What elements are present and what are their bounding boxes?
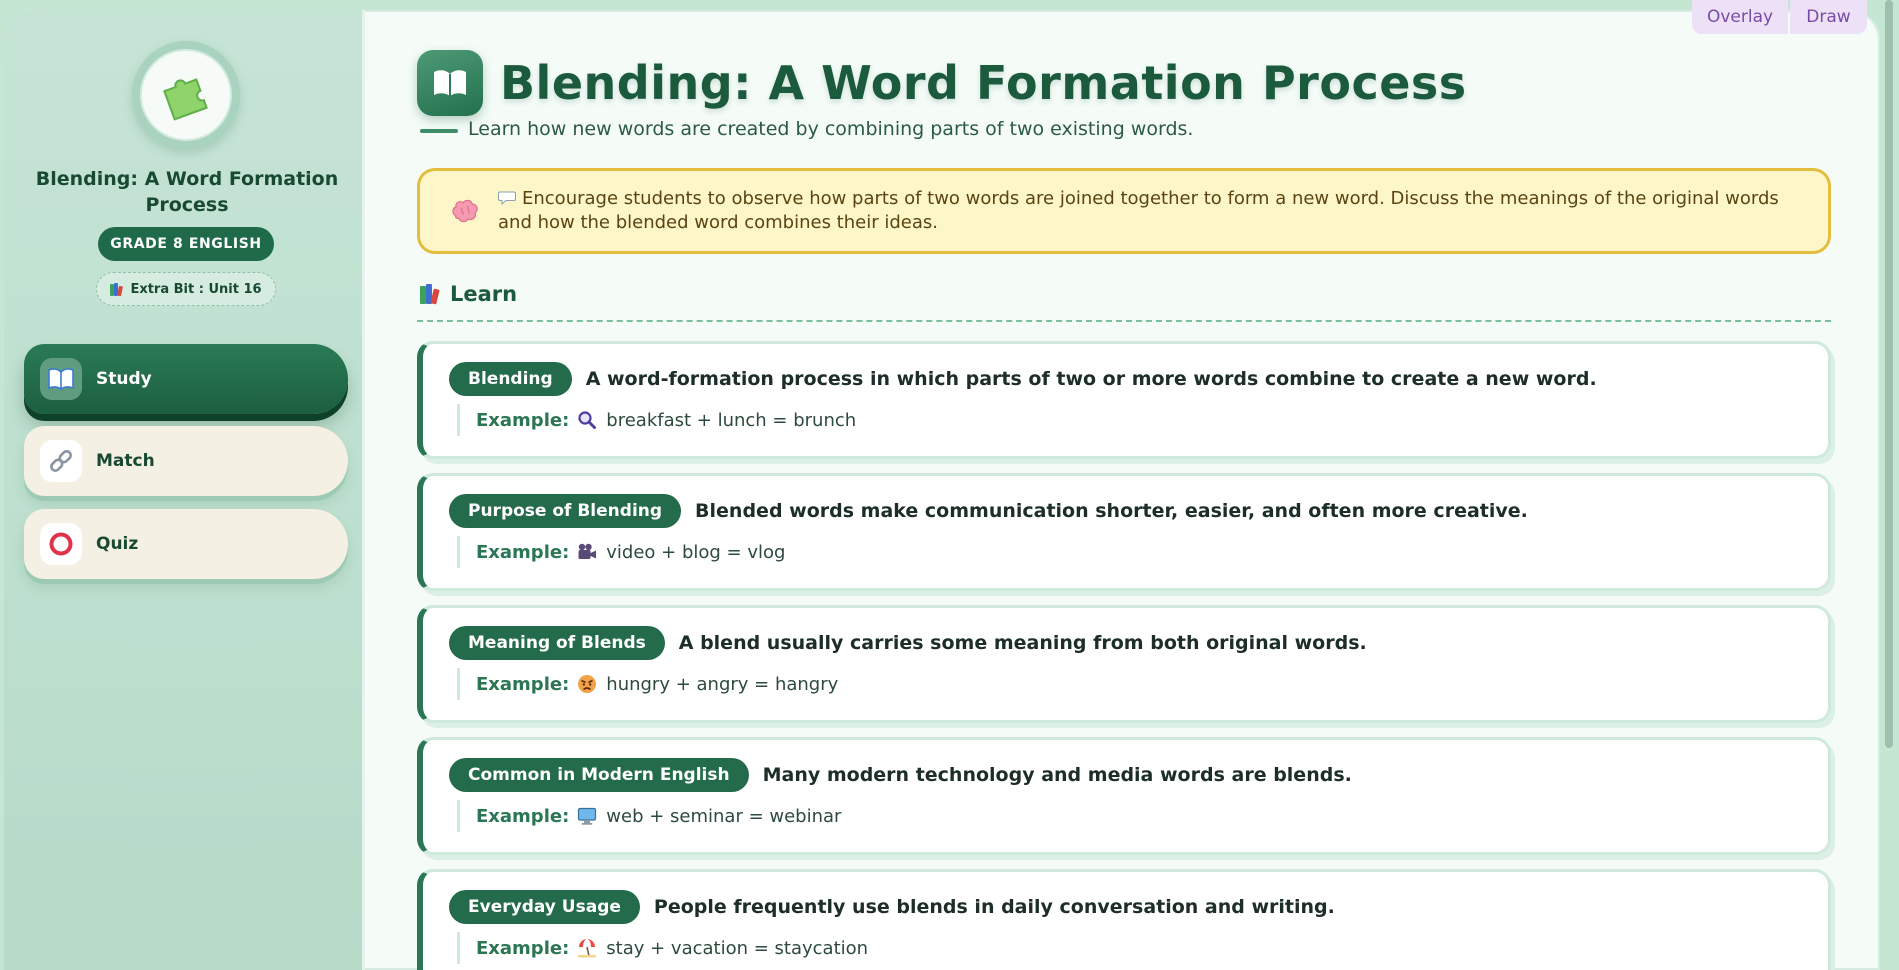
video-camera-icon — [577, 542, 597, 562]
angry-face-icon — [577, 674, 597, 694]
page-subtitle: Learn how new words are created by combining parts of two existing words. — [468, 118, 1194, 140]
section-header — [420, 282, 517, 306]
draw-button[interactable]: Draw — [1790, 0, 1867, 34]
section-divider — [417, 320, 1831, 322]
link-icon — [48, 448, 74, 474]
app-frame — [4, 10, 1880, 970]
example-text: hungry + angry = hangry — [606, 673, 839, 695]
books-icon — [110, 283, 124, 296]
term-badge: Meaning of Blends — [449, 626, 665, 660]
example-label: Example: — [476, 937, 570, 959]
puzzle-icon — [159, 68, 213, 122]
scrollbar-thumb[interactable] — [1885, 0, 1893, 748]
term-badge: Purpose of Blending — [449, 494, 681, 528]
nav-study-label: Study — [96, 369, 152, 389]
term-badge: Blending — [449, 362, 572, 396]
ring-icon — [48, 531, 74, 557]
nav-quiz[interactable] — [24, 509, 348, 579]
example-row — [457, 536, 785, 568]
unit-badge — [96, 272, 276, 306]
logo — [132, 41, 240, 149]
definition: People frequently use blends in daily conversation and writing. — [653, 896, 1335, 918]
books-icon — [420, 284, 442, 304]
section-title: Learn — [450, 282, 518, 306]
example-row — [457, 404, 856, 436]
example-label: Example: — [476, 805, 570, 827]
example-text: web + seminar = webinar — [606, 805, 842, 827]
grade-badge: GRADE 8 ENGLISH — [98, 227, 274, 261]
teacher-tip — [417, 168, 1831, 254]
nav-match[interactable] — [24, 426, 348, 496]
tip-text: Encourage students to observe how parts of two words are joined together to form a new word. Discuss the meanings of the original words and how the blended word combines their ideas. — [498, 188, 1779, 233]
sidebar — [4, 10, 365, 970]
speech-bubble-icon — [498, 191, 516, 205]
example-text: stay + vacation = staycation — [606, 937, 869, 959]
beach-umbrella-icon — [577, 938, 597, 958]
scrollbar[interactable] — [1880, 0, 1899, 961]
magnifier-icon — [577, 410, 597, 430]
example-row — [457, 668, 838, 700]
definition: Blended words make communication shorter, easier, and often more creative. — [695, 500, 1528, 522]
definition: A word-formation process in which parts of two or more words combine to create a new word. — [585, 368, 1597, 390]
page-title: Blending: A Word Formation Process — [500, 56, 1467, 110]
example-label: Example: — [476, 541, 570, 563]
main-content — [414, 10, 1834, 970]
book-icon — [47, 367, 75, 391]
term-badge: Everyday Usage — [449, 890, 640, 924]
overlay-button[interactable]: Overlay — [1692, 0, 1788, 34]
unit-label: Extra Bit : Unit 16 — [130, 281, 262, 297]
term-badge: Common in Modern English — [449, 758, 749, 792]
concept-card — [417, 473, 1831, 591]
example-text: breakfast + lunch = brunch — [606, 409, 857, 431]
nav-match-label: Match — [96, 451, 155, 471]
concept-card — [417, 341, 1831, 459]
computer-icon — [577, 806, 597, 826]
example-label: Example: — [476, 673, 570, 695]
example-label: Example: — [476, 409, 570, 431]
nav-study[interactable] — [24, 344, 348, 414]
concept-card — [417, 737, 1831, 855]
concept-card — [417, 605, 1831, 723]
sidebar-title: Blending: A Word Formation Process — [35, 168, 339, 216]
example-text: video + blog = vlog — [606, 541, 786, 563]
example-row — [457, 800, 841, 832]
title-book-icon — [417, 50, 483, 116]
example-row — [457, 932, 868, 964]
definition: Many modern technology and media words are blends. — [762, 764, 1352, 786]
nav-quiz-label: Quiz — [96, 534, 139, 554]
concept-card — [417, 869, 1831, 970]
brain-icon — [450, 196, 480, 226]
subtitle-accent — [420, 129, 458, 133]
definition: A blend usually carries some meaning from both original words. — [678, 632, 1367, 654]
